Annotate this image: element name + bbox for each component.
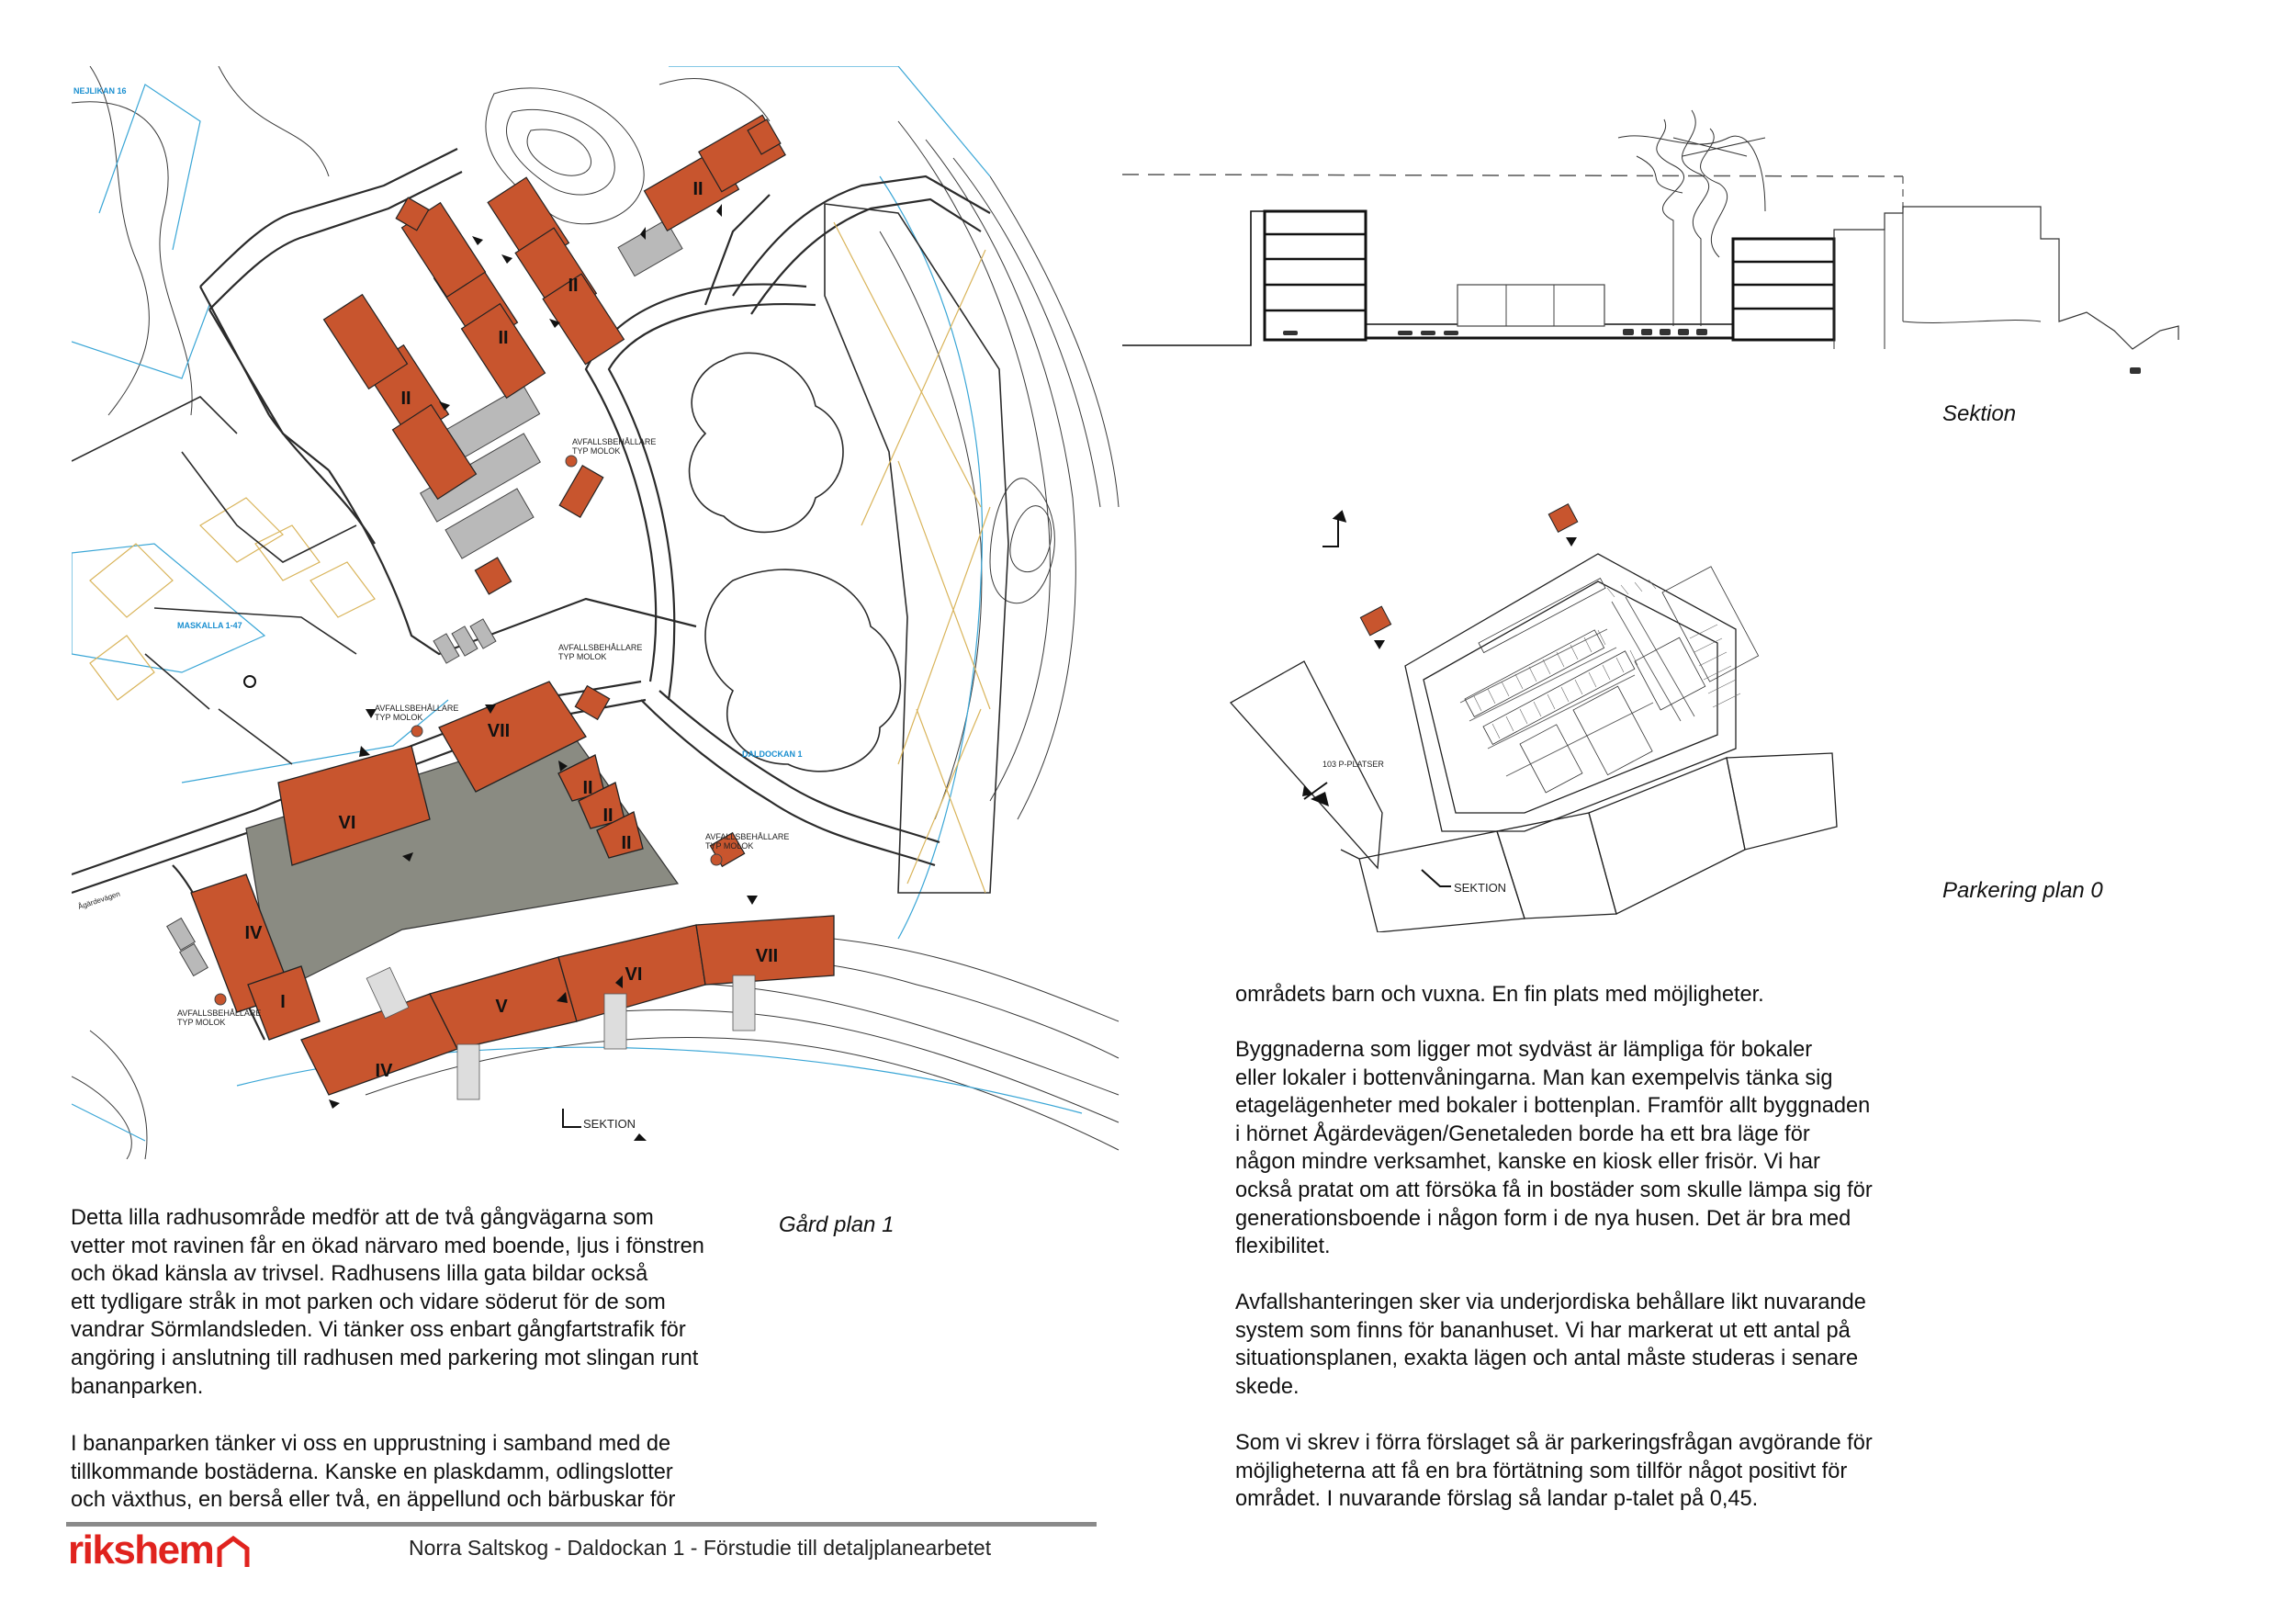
- text-right-paragraph-0: områdets barn och vuxna. En fin plats med möjligheter.: [1235, 983, 1764, 1007]
- block-label: I: [280, 992, 286, 1012]
- block-label: VI: [625, 964, 643, 985]
- block-label: VII: [755, 946, 779, 966]
- block-label: II: [621, 833, 632, 853]
- block-label: IV: [244, 923, 263, 943]
- block-label: VI: [338, 813, 356, 833]
- footer-rule: [66, 1522, 1097, 1527]
- block-label: II: [602, 806, 613, 826]
- text-right-paragraph-2: Avfallshanteringen sker via underjordiska behållare likt nuvarande system som finns för bananhuset. Vi har markerat ut ett antal på situationsplanen, exakta lägen och antal måste studeras i senare skede.: [1235, 1291, 1866, 1399]
- section-drawing: [1122, 101, 2206, 413]
- avfall-label: AVFALLSBEHÅLLARE: [177, 1009, 262, 1018]
- annotation-street: Ågärdevägen: [76, 889, 121, 911]
- text-left-paragraph-1: Detta lilla radhusområde medför att de två gångvägarna som vetter mot ravinen får en ökad närvaro med boende, ljus i fönstren och ökad känsla av trivsel. Radhusens lilla gata bildar också ett tydligare stråk in mot parken och vidare söderut för de som vandrar Sörmlandsleden. Vi tänker oss enbart gångfartstrafik för angöring i anslutning till radhusen med parkering mot slingan runt bananparken.: [71, 1206, 704, 1399]
- block-label: II: [400, 389, 411, 409]
- block-label: V: [495, 997, 508, 1017]
- footer-title: Norra Saltskog - Daldockan 1 - Förstudie till detaljplanearbetet: [409, 1536, 992, 1560]
- section-caption: Sektion: [1942, 401, 2017, 426]
- avfall-label: AVFALLSBEHÅLLARE: [558, 643, 643, 652]
- site-plan-caption: Gård plan 1: [779, 1212, 895, 1237]
- avfall-type: TYP MOLOK: [705, 841, 754, 851]
- site-plan: [72, 66, 1120, 1159]
- block-label: II: [498, 328, 509, 348]
- block-label: IV: [375, 1061, 393, 1081]
- parking-caption: Parkering plan 0: [1942, 878, 2103, 903]
- parking-sektion-label: SEKTION: [1454, 881, 1507, 895]
- rikshem-logo: [68, 1527, 250, 1573]
- logo-wordmark: rikshem: [68, 1527, 214, 1572]
- avfall-type: TYP MOLOK: [572, 446, 621, 456]
- annotation-nejlikan: NEJLIKAN 16: [73, 86, 127, 96]
- avfall-label: AVFALLSBEHÅLLARE: [705, 832, 790, 841]
- annotation-daldockan: DALDOCKAN 1: [742, 750, 803, 759]
- avfall-type: TYP MOLOK: [177, 1018, 226, 1027]
- avfall-type: TYP MOLOK: [375, 713, 423, 722]
- block-label: II: [568, 276, 579, 296]
- avfall-label: AVFALLSBEHÅLLARE: [375, 704, 459, 713]
- avfall-label: AVFALLSBEHÅLLARE: [572, 437, 657, 446]
- parking-plan: [1221, 482, 1901, 932]
- text-right-paragraph-3: Som vi skrev i förra förslaget så är parkeringsfrågan avgörande för möjligheterna att få en bra förtätning som tillför något positivt för området. I nuvarande förslag så landar p-talet på 0,45.: [1235, 1431, 1873, 1512]
- sektion-marker-label: SEKTION: [583, 1117, 636, 1131]
- block-label: II: [692, 179, 703, 199]
- text-right-paragraph-1: Byggnaderna som ligger mot sydväst är lämpliga för bokaler eller lokaler i bottenvåningarna. Man kan exempelvis tänka sig etagelägenheter med bokaler i bottenplan. Framför allt byggnaden i hörnet Ågärdevägen/Genetaleden borde ha ett bra läge för någon mindre verksamhet, kanske en kiosk eller frisör. Vi har också pratat om att försöka få in bostäder som skulle lämpa sig för generationsboende i någon form i de nya husen. Det är bra med flexibilitet.: [1235, 1038, 1873, 1259]
- parking-count-label: 103 P-PLATSER: [1322, 760, 1384, 769]
- house-icon: [217, 1536, 250, 1567]
- text-left-paragraph-2: I bananparken tänker vi oss en upprustning i samband med de tillkommande bostäderna. Kanske en plaskdamm, odlingslotter och växthus, en berså eller två, en äppellund och bärbuskar för: [71, 1432, 676, 1513]
- block-label: II: [582, 778, 593, 798]
- block-label: VII: [487, 721, 511, 741]
- annotation-maskalla: MASKALLA 1-47: [177, 621, 242, 630]
- avfall-type: TYP MOLOK: [558, 652, 607, 661]
